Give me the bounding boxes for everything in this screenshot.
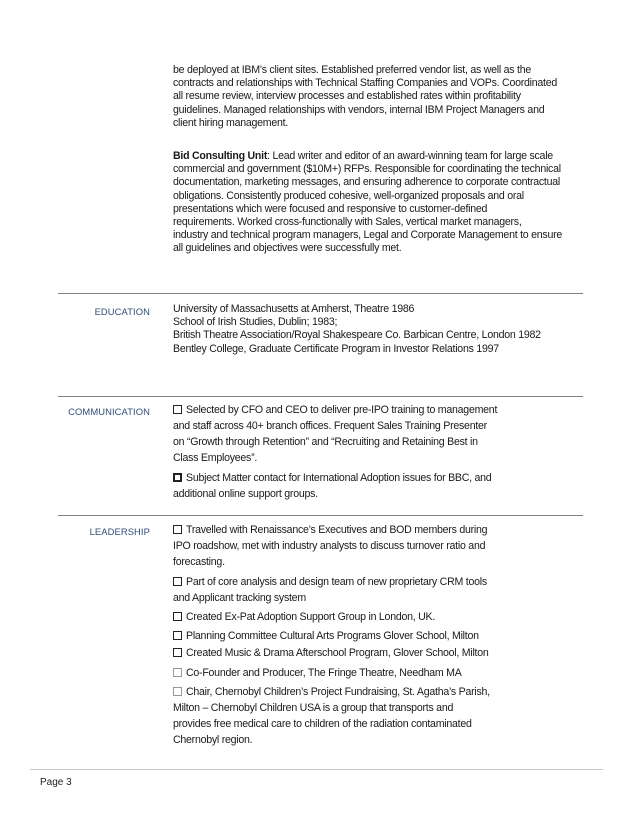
item-line: on “Growth through Retention” and “Recruiting and Retaining Best in [173, 436, 478, 448]
item-line: Created Music & Drama Afterschool Program, Glover School, Milton [186, 647, 489, 659]
checkbox-icon [173, 577, 182, 586]
intro-paragraph [173, 64, 583, 130]
item-line: Part of core analysis and design team of new proprietary CRM tools [186, 576, 487, 588]
item-line: Planning Committee Cultural Arts Programs Glover School, Milton [186, 630, 479, 642]
checkbox-icon [173, 687, 182, 696]
item-line: Milton – Chernobyl Children USA is a group that transports and [173, 702, 454, 714]
education-line: British Theatre Association/Royal Shakespeare Co. Barbican Centre, London 1982 [173, 329, 541, 342]
list-item [173, 645, 573, 661]
bid-line: documentation, marketing messages, and ensuring adherence to corporate contractual [173, 176, 561, 189]
checkbox-icon [173, 668, 182, 677]
list-item [173, 402, 573, 466]
leadership-label: LEADERSHIP [89, 526, 150, 537]
list-item [173, 628, 573, 644]
item-line: Selected by CFO and CEO to deliver pre-IPO training to management [186, 404, 498, 416]
bid-line: presentations which were focused and responsive to customer-defined [173, 202, 488, 215]
item-line: Chair, Chernobyl Children’s Project Fundraising, St. Agatha’s Parish, [186, 686, 490, 698]
item-line: Class Employees”. [173, 452, 258, 464]
education-label: EDUCATION [94, 306, 150, 317]
education-line: Bentley College, Graduate Certificate Program in Investor Relations 1997 [173, 342, 499, 355]
intro-line: be deployed at IBM’s client sites. Established preferred vendor list, as well as the [173, 64, 532, 76]
page-number: Page 3 [40, 777, 72, 788]
bid-title: Bid Consulting Unit [173, 150, 268, 162]
item-line: provides free medical care to children of the radiation contaminated [173, 718, 472, 730]
list-item [173, 665, 573, 681]
list-item [173, 609, 573, 625]
list-item [173, 522, 573, 570]
list-item [173, 470, 573, 502]
checkbox-icon [173, 405, 182, 414]
section-divider [58, 293, 583, 294]
intro-line: all resume review, interview processes and established rates within profitability [173, 90, 521, 103]
checkbox-icon [173, 525, 182, 534]
checkbox-icon [173, 631, 182, 640]
item-line: Co-Founder and Producer, The Fringe Theatre, Needham MA [186, 667, 462, 679]
item-line: additional online support groups. [173, 488, 318, 500]
list-item [173, 684, 573, 748]
bid-line: requirements. Worked cross-functionally with Sales, vertical market managers, [173, 216, 522, 229]
education-list [173, 303, 583, 356]
bid-line: commercial and government ($10M+) RFPs. Responsible for coordinating the technical [173, 163, 561, 176]
intro-line: guidelines. Managed relationships with vendors, internal IBM Project Managers and [173, 103, 545, 116]
communication-label: COMMUNICATION [68, 406, 150, 417]
section-divider [58, 396, 583, 397]
item-line: and staff across 40+ branch offices. Frequent Sales Training Presenter [173, 420, 487, 432]
education-line: School of Irish Studies, Dublin; 1983; [173, 316, 338, 329]
intro-line: contracts and relationships with Technical Staffing Companies and VOPs. Coordinated [173, 77, 558, 90]
item-line: Chernobyl region. [173, 734, 253, 746]
bid-line: obligations. Consistently produced cohesive, well-organized proposals and oral [173, 189, 524, 202]
intro-line: client hiring management. [173, 116, 289, 129]
checkbox-icon [173, 473, 182, 482]
item-line: forecasting. [173, 556, 225, 568]
list-item [173, 574, 573, 606]
checkbox-icon [173, 612, 182, 621]
bid-line: industry and technical program managers, Legal and Corporate Management to ensure [173, 229, 563, 242]
bid-first-line-rest: : Lead writer and editor of an award-winning team for large scale [267, 150, 553, 162]
section-divider [58, 515, 583, 516]
bid-consulting-paragraph [173, 150, 583, 256]
item-line: Travelled with Renaissance’s Executives and BOD members during [186, 524, 488, 536]
item-line: and Applicant tracking system [173, 592, 306, 604]
item-line: Subject Matter contact for International Adoption issues for BBC, and [186, 472, 492, 484]
bid-line: all guidelines and objectives were successfully met. [173, 242, 402, 255]
education-line: University of Massachusetts at Amherst, Theatre 1986 [173, 303, 415, 315]
item-line: Created Ex-Pat Adoption Support Group in London, UK. [186, 611, 436, 623]
item-line: IPO roadshow, met with industry analysts to discuss turnover ratio and [173, 540, 486, 552]
bid-first-line [173, 150, 583, 163]
footer-divider [30, 769, 603, 770]
checkbox-icon [173, 648, 182, 657]
